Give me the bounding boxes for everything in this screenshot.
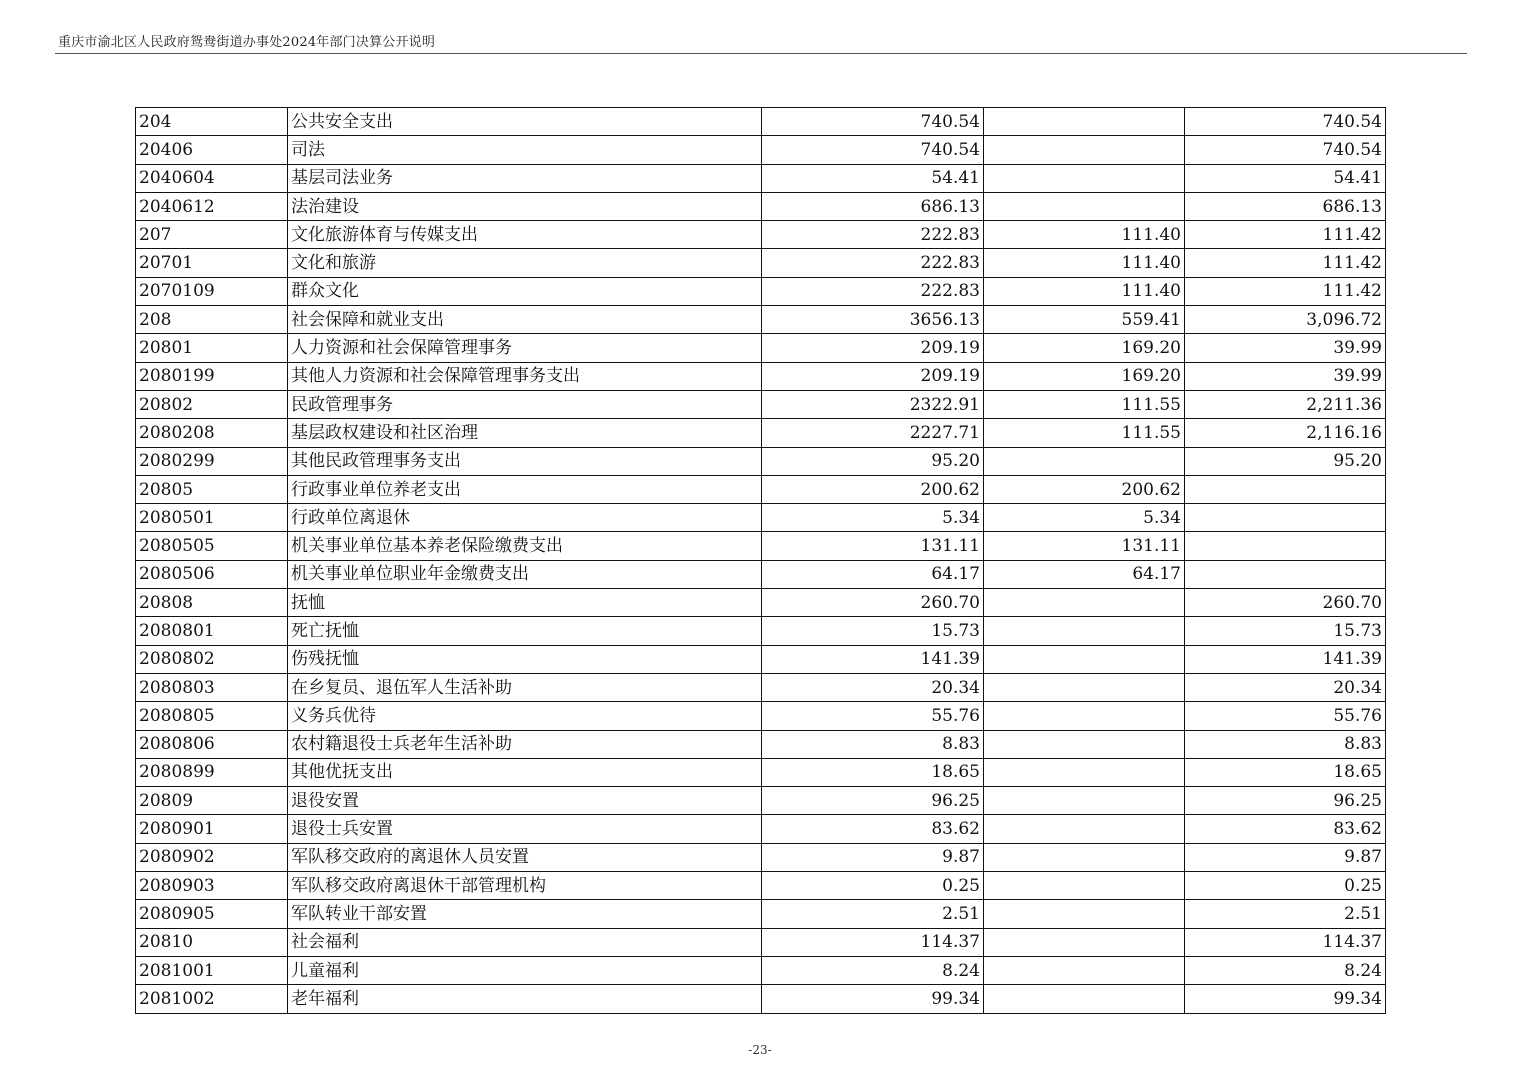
account-code-cell: 207 [136, 221, 288, 249]
total-amount-cell: 95.20 [762, 447, 984, 475]
account-name-cell: 退役士兵安置 [288, 815, 762, 843]
project-expenditure-cell: 39.99 [1185, 334, 1386, 362]
account-name-cell: 军队转业干部安置 [288, 900, 762, 928]
total-amount-cell: 260.70 [762, 589, 984, 617]
total-amount-cell: 18.65 [762, 758, 984, 786]
account-name-cell: 基层司法业务 [288, 164, 762, 192]
basic-expenditure-cell: 559.41 [984, 306, 1185, 334]
account-name-cell: 司法 [288, 136, 762, 164]
basic-expenditure-cell [984, 928, 1185, 956]
project-expenditure-cell: 8.24 [1185, 956, 1386, 984]
total-amount-cell: 200.62 [762, 475, 984, 503]
basic-expenditure-cell: 5.34 [984, 504, 1185, 532]
basic-expenditure-cell: 111.40 [984, 221, 1185, 249]
account-name-cell: 抚恤 [288, 589, 762, 617]
project-expenditure-cell: 95.20 [1185, 447, 1386, 475]
table-row [136, 221, 1386, 249]
table-row [136, 334, 1386, 362]
account-code-cell: 2080905 [136, 900, 288, 928]
page-number: -23- [748, 1043, 772, 1057]
basic-expenditure-cell [984, 673, 1185, 701]
total-amount-cell: 54.41 [762, 164, 984, 192]
basic-expenditure-cell [984, 758, 1185, 786]
account-name-cell: 人力资源和社会保障管理事务 [288, 334, 762, 362]
account-name-cell: 文化和旅游 [288, 249, 762, 277]
table-row [136, 560, 1386, 588]
basic-expenditure-cell: 200.62 [984, 475, 1185, 503]
account-name-cell: 基层政权建设和社区治理 [288, 419, 762, 447]
account-name-cell: 其他人力资源和社会保障管理事务支出 [288, 362, 762, 390]
account-code-cell: 2080199 [136, 362, 288, 390]
account-code-cell: 2080506 [136, 560, 288, 588]
total-amount-cell: 15.73 [762, 617, 984, 645]
project-expenditure-cell: 8.83 [1185, 730, 1386, 758]
account-name-cell: 法治建设 [288, 192, 762, 220]
table-row [136, 787, 1386, 815]
table-row [136, 730, 1386, 758]
page-header-title: 重庆市渝北区人民政府鸳鸯街道办事处2024年部门决算公开说明 [58, 35, 436, 50]
total-amount-cell: 2.51 [762, 900, 984, 928]
total-amount-cell: 2227.71 [762, 419, 984, 447]
basic-expenditure-cell [984, 985, 1185, 1013]
project-expenditure-cell: 96.25 [1185, 787, 1386, 815]
project-expenditure-cell: 111.42 [1185, 221, 1386, 249]
table-row [136, 447, 1386, 475]
account-name-cell: 机关事业单位基本养老保险缴费支出 [288, 532, 762, 560]
project-expenditure-cell: 9.87 [1185, 843, 1386, 871]
basic-expenditure-cell [984, 589, 1185, 617]
total-amount-cell: 222.83 [762, 277, 984, 305]
table-row [136, 758, 1386, 786]
account-code-cell: 20808 [136, 589, 288, 617]
account-name-cell: 军队移交政府离退休干部管理机构 [288, 872, 762, 900]
project-expenditure-cell [1185, 475, 1386, 503]
account-name-cell: 群众文化 [288, 277, 762, 305]
account-name-cell: 老年福利 [288, 985, 762, 1013]
basic-expenditure-cell [984, 815, 1185, 843]
table-row [136, 985, 1386, 1013]
table-row [136, 617, 1386, 645]
account-name-cell: 其他优抚支出 [288, 758, 762, 786]
account-name-cell: 社会福利 [288, 928, 762, 956]
total-amount-cell: 114.37 [762, 928, 984, 956]
table-row [136, 164, 1386, 192]
project-expenditure-cell: 260.70 [1185, 589, 1386, 617]
account-name-cell: 民政管理事务 [288, 390, 762, 418]
table-row [136, 475, 1386, 503]
table-row [136, 390, 1386, 418]
table-row [136, 928, 1386, 956]
project-expenditure-cell: 111.42 [1185, 277, 1386, 305]
budget-table [135, 107, 1386, 1014]
basic-expenditure-cell [984, 730, 1185, 758]
project-expenditure-cell: 15.73 [1185, 617, 1386, 645]
account-code-cell: 208 [136, 306, 288, 334]
project-expenditure-cell [1185, 504, 1386, 532]
account-code-cell: 20810 [136, 928, 288, 956]
table-row [136, 673, 1386, 701]
basic-expenditure-cell [984, 872, 1185, 900]
table-row [136, 872, 1386, 900]
account-code-cell: 204 [136, 108, 288, 136]
account-name-cell: 在乡复员、退伍军人生活补助 [288, 673, 762, 701]
table-row [136, 306, 1386, 334]
table-row [136, 249, 1386, 277]
basic-expenditure-cell: 64.17 [984, 560, 1185, 588]
account-name-cell: 文化旅游体育与传媒支出 [288, 221, 762, 249]
account-code-cell: 2080299 [136, 447, 288, 475]
account-code-cell: 20802 [136, 390, 288, 418]
basic-expenditure-cell: 111.55 [984, 390, 1185, 418]
basic-expenditure-cell: 131.11 [984, 532, 1185, 560]
table-row [136, 843, 1386, 871]
total-amount-cell: 9.87 [762, 843, 984, 871]
basic-expenditure-cell: 111.55 [984, 419, 1185, 447]
table-row [136, 645, 1386, 673]
table-row [136, 419, 1386, 447]
project-expenditure-cell [1185, 532, 1386, 560]
project-expenditure-cell: 54.41 [1185, 164, 1386, 192]
account-name-cell: 伤残抚恤 [288, 645, 762, 673]
total-amount-cell: 3656.13 [762, 306, 984, 334]
basic-expenditure-cell [984, 843, 1185, 871]
account-code-cell: 2081001 [136, 956, 288, 984]
total-amount-cell: 222.83 [762, 249, 984, 277]
table-row [136, 362, 1386, 390]
total-amount-cell: 8.83 [762, 730, 984, 758]
account-code-cell: 2080806 [136, 730, 288, 758]
table-row [136, 815, 1386, 843]
project-expenditure-cell: 2,116.16 [1185, 419, 1386, 447]
account-name-cell: 行政事业单位养老支出 [288, 475, 762, 503]
table-row [136, 108, 1386, 136]
project-expenditure-cell: 0.25 [1185, 872, 1386, 900]
account-name-cell: 义务兵优待 [288, 702, 762, 730]
account-code-cell: 2080902 [136, 843, 288, 871]
account-code-cell: 2080501 [136, 504, 288, 532]
account-code-cell: 20801 [136, 334, 288, 362]
account-name-cell: 退役安置 [288, 787, 762, 815]
basic-expenditure-cell [984, 645, 1185, 673]
account-code-cell: 20701 [136, 249, 288, 277]
table-row [136, 192, 1386, 220]
project-expenditure-cell [1185, 560, 1386, 588]
account-name-cell: 农村籍退役士兵老年生活补助 [288, 730, 762, 758]
project-expenditure-cell: 740.54 [1185, 136, 1386, 164]
basic-expenditure-cell [984, 136, 1185, 164]
total-amount-cell: 209.19 [762, 362, 984, 390]
total-amount-cell: 96.25 [762, 787, 984, 815]
account-name-cell: 其他民政管理事务支出 [288, 447, 762, 475]
account-name-cell: 公共安全支出 [288, 108, 762, 136]
project-expenditure-cell: 20.34 [1185, 673, 1386, 701]
account-name-cell: 儿童福利 [288, 956, 762, 984]
total-amount-cell: 8.24 [762, 956, 984, 984]
total-amount-cell: 141.39 [762, 645, 984, 673]
account-code-cell: 2080899 [136, 758, 288, 786]
project-expenditure-cell: 114.37 [1185, 928, 1386, 956]
project-expenditure-cell: 99.34 [1185, 985, 1386, 1013]
total-amount-cell: 0.25 [762, 872, 984, 900]
project-expenditure-cell: 141.39 [1185, 645, 1386, 673]
total-amount-cell: 5.34 [762, 504, 984, 532]
basic-expenditure-cell [984, 787, 1185, 815]
budget-table-body [136, 108, 1386, 1014]
account-code-cell: 20406 [136, 136, 288, 164]
basic-expenditure-cell: 169.20 [984, 334, 1185, 362]
account-code-cell: 2040604 [136, 164, 288, 192]
total-amount-cell: 64.17 [762, 560, 984, 588]
account-name-cell: 军队移交政府的离退休人员安置 [288, 843, 762, 871]
account-code-cell: 2080802 [136, 645, 288, 673]
table-row [136, 277, 1386, 305]
total-amount-cell: 209.19 [762, 334, 984, 362]
account-code-cell: 2080903 [136, 872, 288, 900]
project-expenditure-cell: 740.54 [1185, 108, 1386, 136]
basic-expenditure-cell [984, 702, 1185, 730]
table-row [136, 136, 1386, 164]
account-code-cell: 2070109 [136, 277, 288, 305]
total-amount-cell: 20.34 [762, 673, 984, 701]
project-expenditure-cell: 2.51 [1185, 900, 1386, 928]
table-row [136, 702, 1386, 730]
basic-expenditure-cell [984, 164, 1185, 192]
table-row [136, 504, 1386, 532]
basic-expenditure-cell [984, 617, 1185, 645]
account-code-cell: 20809 [136, 787, 288, 815]
account-name-cell: 行政单位离退休 [288, 504, 762, 532]
basic-expenditure-cell [984, 447, 1185, 475]
account-code-cell: 2080208 [136, 419, 288, 447]
basic-expenditure-cell: 111.40 [984, 249, 1185, 277]
account-code-cell: 20805 [136, 475, 288, 503]
project-expenditure-cell: 55.76 [1185, 702, 1386, 730]
basic-expenditure-cell [984, 956, 1185, 984]
total-amount-cell: 740.54 [762, 136, 984, 164]
table-row [136, 532, 1386, 560]
account-name-cell: 社会保障和就业支出 [288, 306, 762, 334]
total-amount-cell: 99.34 [762, 985, 984, 1013]
basic-expenditure-cell: 169.20 [984, 362, 1185, 390]
account-code-cell: 2080801 [136, 617, 288, 645]
total-amount-cell: 55.76 [762, 702, 984, 730]
project-expenditure-cell: 3,096.72 [1185, 306, 1386, 334]
table-row [136, 589, 1386, 617]
basic-expenditure-cell [984, 108, 1185, 136]
basic-expenditure-cell: 111.40 [984, 277, 1185, 305]
total-amount-cell: 222.83 [762, 221, 984, 249]
project-expenditure-cell: 83.62 [1185, 815, 1386, 843]
total-amount-cell: 2322.91 [762, 390, 984, 418]
project-expenditure-cell: 39.99 [1185, 362, 1386, 390]
account-name-cell: 死亡抚恤 [288, 617, 762, 645]
total-amount-cell: 131.11 [762, 532, 984, 560]
total-amount-cell: 740.54 [762, 108, 984, 136]
project-expenditure-cell: 111.42 [1185, 249, 1386, 277]
account-code-cell: 2080901 [136, 815, 288, 843]
table-row [136, 900, 1386, 928]
project-expenditure-cell: 18.65 [1185, 758, 1386, 786]
project-expenditure-cell: 2,211.36 [1185, 390, 1386, 418]
total-amount-cell: 83.62 [762, 815, 984, 843]
total-amount-cell: 686.13 [762, 192, 984, 220]
account-code-cell: 2080803 [136, 673, 288, 701]
header-divider [55, 53, 1467, 54]
account-code-cell: 2081002 [136, 985, 288, 1013]
table-row [136, 956, 1386, 984]
project-expenditure-cell: 686.13 [1185, 192, 1386, 220]
basic-expenditure-cell [984, 900, 1185, 928]
account-code-cell: 2040612 [136, 192, 288, 220]
account-code-cell: 2080805 [136, 702, 288, 730]
account-code-cell: 2080505 [136, 532, 288, 560]
basic-expenditure-cell [984, 192, 1185, 220]
account-name-cell: 机关事业单位职业年金缴费支出 [288, 560, 762, 588]
